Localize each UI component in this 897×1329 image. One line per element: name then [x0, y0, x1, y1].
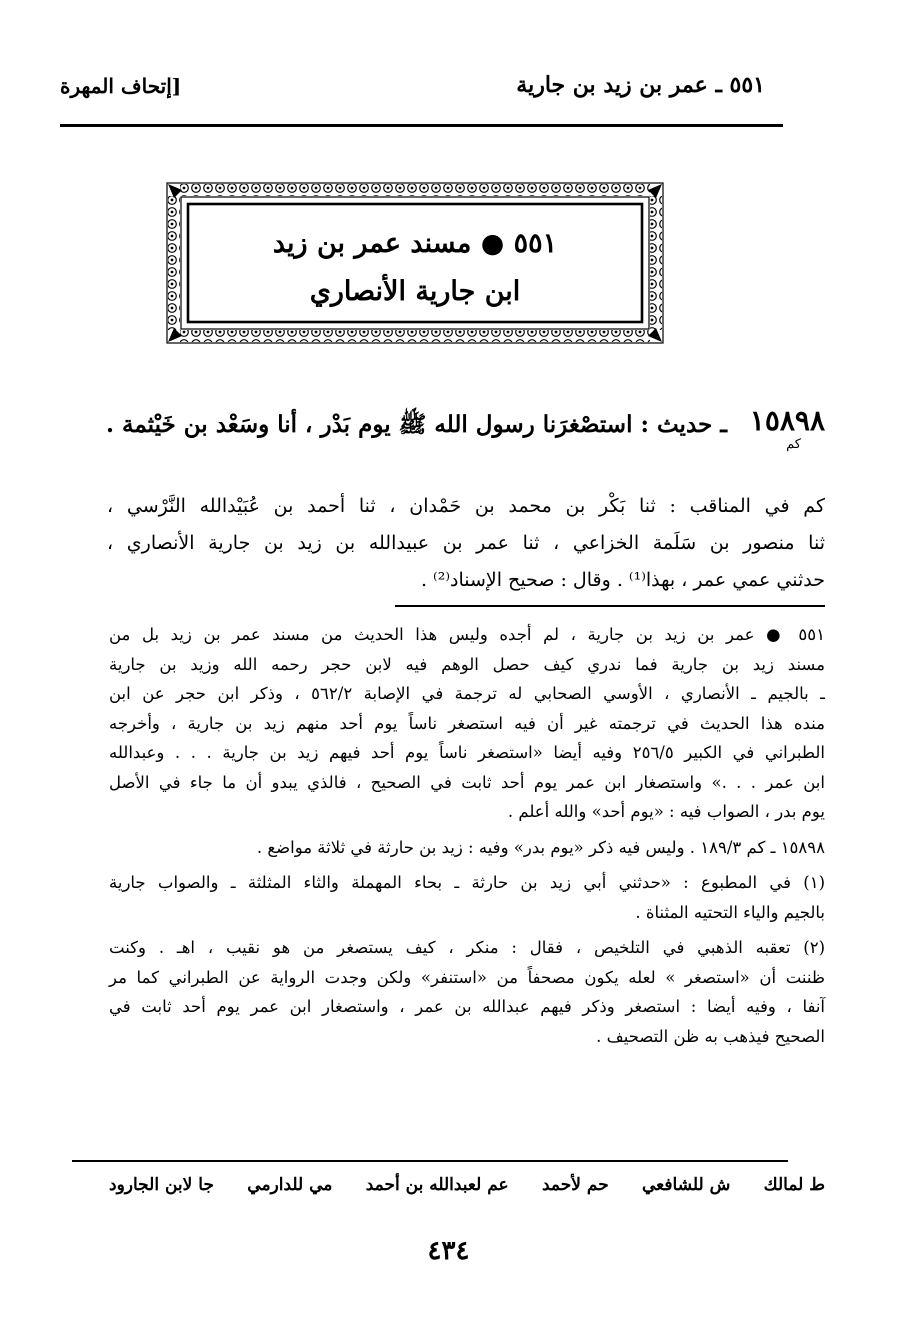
- footnote-line: بالجيم والياء التحتيه المثناة .: [635, 902, 825, 922]
- abbreviation: ش للشافعي: [642, 1175, 731, 1195]
- isnad-line: كم في المناقب : ثنا بَكْر بن محمد بن حَمْدان ، ثنا أحمد بن عُبَيْدالله النَّرْسي ،: [107, 495, 825, 517]
- hadith-text: ـ حديث : استصْغرَنا رسول الله ﷺ يوم بَدْر ، أنا وسَعْد بن خَيْثمة .: [106, 411, 727, 438]
- hadith-source-mark: كم: [786, 437, 801, 452]
- footnote-2: [109, 933, 825, 1051]
- footnote-1: [109, 868, 825, 927]
- footnotes: [109, 620, 825, 1057]
- footnote-rule: [395, 605, 825, 607]
- section-title: ٥٥١ ● مسند عمر بن زيد: [272, 228, 558, 259]
- running-header-book: [إتحاف المهرة: [60, 74, 182, 98]
- ornamental-border: [166, 182, 664, 344]
- abbreviation: حم لأحمد: [542, 1175, 609, 1195]
- section-subtitle: ابن جارية الأنصاري: [309, 276, 521, 307]
- footnote-line: ظننت أن «استصغر » لعله يكون مصحفاً من «استنفر» ولكن وجدت الرواية عن الطبراني كما مر: [109, 967, 825, 987]
- footnote-line: (٢) تعقبه الذهبي في التلخيص ، فقال : منكر ، كيف يستصغر من هو نقيب ، اهـ . وكنت: [109, 938, 825, 957]
- footnote-line: مسند زيد بن جارية فما ندري كيف حصل الوهم فيه لابن حجر رحمه الله وزيد بن جارية: [109, 654, 825, 674]
- abbreviation: عم لعبدالله بن أحمد: [365, 1175, 509, 1195]
- hadith-number: ١٥٨٩٨: [749, 404, 825, 437]
- footnote-line: يوم بدر ، الصواب فيه : «يوم أحد» والله أعلم .: [507, 802, 825, 821]
- header-rule: [60, 124, 783, 127]
- footnote-line: (١) في المطبوع : «حدثني أبي زيد بن حارثة ـ بحاء المهملة والثاء المثلثة ـ والصواب جارية: [109, 873, 825, 892]
- isnad-text: [107, 488, 825, 599]
- footnote-line: ٥٥١ ● عمر بن زيد بن جارية ، لم أجده وليس هذا الحديث من مسند عمر بن زيد بل من: [109, 625, 825, 644]
- footnote-line: الطبراني في الكبير ٢٥٦/٥ وفيه أيضا «استصغر ناساً يوم أحد فيهم زيد بن جارية . . . وعبدالله: [109, 743, 825, 762]
- footnote-15898: [109, 833, 825, 863]
- running-header-chapter: ٥٥١ ـ عمر بن زيد بن جارية: [516, 72, 765, 98]
- abbreviation: ط لمالك: [763, 1175, 825, 1195]
- footnote-551: [109, 620, 825, 827]
- footnote-line: منده هذا الحديث في ترجمته غير أن فيه استصغر ناساً يوم أحد منهم زيد بن جارية ، وأخرجه: [109, 713, 825, 733]
- footnote-line: ابن عمر . . .» واستصغار ابن عمر يوم أحد ثابت في الصحيح ، فالذي يبدو أن ما جاء في الأصل: [109, 772, 825, 792]
- isnad-line: ثنا منصور بن سَلَمة الخزاعي ، ثنا عمر بن عبيدالله بن زيد بن جارية الأنصاري ،: [107, 532, 825, 554]
- footnote-line: آنفا ، وفيه أيضا : استصغر وذكر فيهم عبدالله بن عمر ، واستصغار ابن عمر يوم أحد ثابت في: [109, 997, 825, 1016]
- isnad-line: حدثني عمي عمر ، بهذا⁽¹⁾ . وقال : صحيح الإسناد⁽²⁾ .: [420, 569, 825, 591]
- section-title-frame: [166, 182, 664, 344]
- footnote-line: ١٥٨٩٨ ـ كم ١٨٩/٣ . وليس فيه ذكر «يوم بدر» وفيه : زيد بن حارثة في ثلاثة مواضع .: [256, 837, 825, 857]
- abbreviations-rule: [72, 1160, 788, 1162]
- footnote-line: الصحيح فيذهب به ظن التصحيف .: [596, 1026, 825, 1046]
- page-number: ٤٣٤: [427, 1236, 470, 1266]
- footnote-line: ـ بالجيم ـ الأنصاري ، الأوسي الصحابي له ترجمة في الإصابة ٥٦٢/٢ ، وذكر ابن حجر عن ابن: [109, 684, 826, 703]
- abbreviations-key: [109, 1175, 825, 1195]
- abbreviation: مي للدارمي: [247, 1175, 333, 1195]
- abbreviation: جا لابن الجارود: [109, 1175, 214, 1195]
